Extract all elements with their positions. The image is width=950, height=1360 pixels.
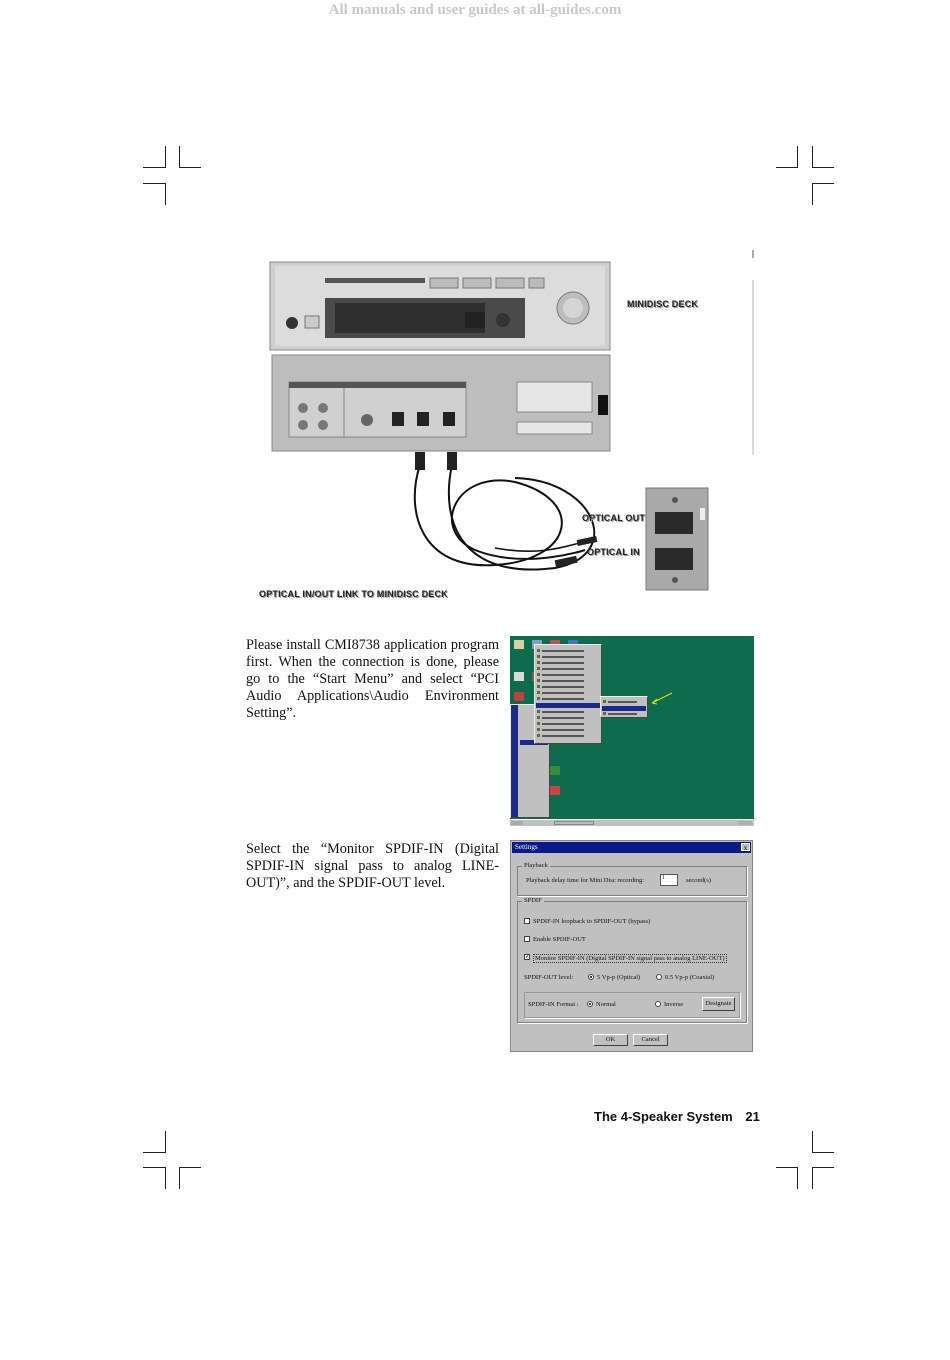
start-button[interactable] [511,821,523,825]
taskbar [510,819,754,826]
watermark: All manuals and user guides at all-guides.com [328,2,622,18]
desktop-icon [550,786,560,795]
enable-spdif-out-checkbox[interactable] [524,936,530,942]
photo-caption: OPTICAL IN/OUT LINK TO MINIDISC DECK [259,589,448,599]
spdif-in-format-group [524,992,740,1018]
playback-delay-input[interactable]: 1 [660,874,678,886]
pointer-arrow-icon [648,691,674,707]
in-format-inverse-label: Inverse [664,1001,684,1008]
designate-button[interactable]: Designate [702,997,735,1011]
desktop-icon [514,692,524,701]
out-level-optical-label: 5 Vp-p (Optical) [597,974,641,981]
monitor-spdif-in-label: Monitor SPDIF-IN (Digital SPDIF-IN signal pass to analog LINE-OUT) [535,955,725,962]
page-number: 21 [745,1109,760,1124]
desktop-icon [550,766,560,775]
install-instructions: Please install CMI8738 application program first. When the connection is done, please go to the “Start Menu” and select “PCI Audio Applications\Audio Environment Setting”. [246,637,499,721]
out-level-coaxial-label: 0.5 Vp-p (Coaxial) [665,974,715,981]
spdif-out-level-label: SPDIF-OUT level: [524,974,574,981]
in-format-normal-label: Normal [596,1001,616,1008]
out-level-coaxial-radio[interactable] [656,974,662,980]
pci-audio-submenu [600,696,648,718]
select-instructions: Select the “Monitor SPDIF-IN (Digital SPDIF-IN signal pass to analog LINE-OUT)”, and the SPDIF-OUT level. [246,841,499,891]
enable-spdif-out-label: Enable SPDIF-OUT [533,936,586,943]
loopback-checkbox[interactable] [524,918,530,924]
playback-group-label: Playback [524,862,548,869]
minidisc-photo [255,250,755,610]
page-footer [594,1109,760,1124]
optical-out-label: OPTICAL OUT [582,513,646,523]
close-icon[interactable]: x [741,843,750,851]
in-format-normal-radio[interactable] [587,1001,593,1007]
out-level-optical-radio[interactable] [588,974,594,980]
desktop-icon [514,672,524,681]
minidisc-deck-label: MINIDISC DECK [627,299,699,309]
playback-delay-label: Playback delay time for Mini Disc recording: [526,877,645,884]
settings-dialog [510,840,753,1052]
spdif-group-label: SPDIF [524,897,542,904]
desktop-icon [514,640,524,649]
optical-in-label: OPTICAL IN [587,547,640,557]
playback-group [517,862,747,896]
in-format-inverse-radio[interactable] [655,1001,661,1007]
cancel-button[interactable]: Cancel [633,1034,668,1046]
ok-button[interactable]: OK [593,1034,628,1046]
playback-delay-unit: second(s) [686,877,711,884]
spdif-group [517,897,747,1023]
start-menu-screenshot [510,636,754,826]
programs-submenu [534,644,602,744]
monitor-spdif-in-checkbox[interactable]: ✓ [525,954,531,960]
footer-title: The 4-Speaker System [594,1109,733,1124]
loopback-label: SPDIF-IN loopback to SPDIF-OUT (bypass) [533,918,651,925]
spdif-in-format-label: SPDIF-IN Format : [528,1001,579,1008]
dialog-title: Settings [512,842,751,853]
